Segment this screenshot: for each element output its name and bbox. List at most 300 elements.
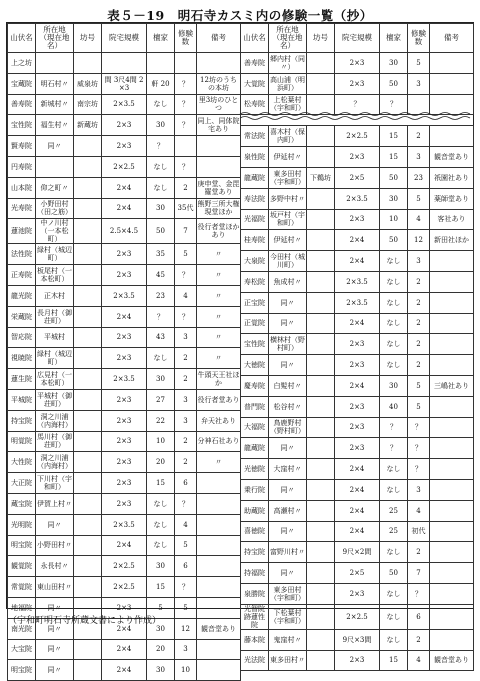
right-cell: 富野川村〃 [269, 542, 307, 563]
right-cell: 25 [380, 521, 408, 542]
right-cell: 2 [408, 355, 430, 376]
right-table-row [241, 417, 474, 438]
right-table-row [241, 230, 474, 251]
right-cell: 4 [408, 650, 430, 671]
right-cell [307, 355, 335, 376]
right-cell [307, 563, 335, 584]
right-cell: 30 [380, 53, 408, 74]
right-table-row [241, 459, 474, 480]
right-cell [307, 375, 335, 396]
right-cell [307, 650, 335, 671]
left-cell: 20 [147, 452, 175, 473]
right-cell [430, 417, 474, 438]
left-cell [74, 327, 102, 348]
right-cell: なし [380, 271, 408, 292]
right-cell [307, 417, 335, 438]
left-cell: 大性院 [8, 452, 36, 473]
left-cell: 2×3 [102, 597, 147, 618]
right-cell: 2×4 [335, 500, 380, 521]
right-header-cell: 坊号 [307, 24, 335, 53]
left-cell: ？ [175, 115, 197, 136]
right-table-row [241, 209, 474, 230]
left-cell: 2 [175, 431, 197, 452]
right-cell: なし [380, 583, 408, 604]
right-cell: 白髪村〃 [269, 375, 307, 396]
right-cell: なし [380, 459, 408, 480]
right-cell: 大徳院 [241, 355, 269, 376]
left-cell: 龍光院 [8, 285, 36, 306]
right-cell: 2×5 [335, 167, 380, 188]
table-left [7, 23, 241, 681]
left-cell: 役行者堂あり [197, 389, 241, 410]
right-cell: ？ [408, 459, 430, 480]
right-cell: 同〃 [269, 438, 307, 459]
left-table-row [8, 265, 241, 286]
left-cell: 2×3 [102, 265, 147, 286]
left-cell: 同〃 [36, 514, 74, 535]
left-cell: 長月村（御荘町） [36, 306, 74, 327]
left-cell: 2×3.5 [102, 94, 147, 115]
left-cell: 3 [175, 639, 197, 660]
left-table-row [8, 94, 241, 115]
right-cell: なし [380, 542, 408, 563]
left-cell [175, 136, 197, 157]
right-cell: ？ [408, 438, 430, 459]
left-cell: 2×3 [102, 348, 147, 369]
right-cell: 観音堂あり [430, 650, 474, 671]
left-cell: 2×3 [102, 389, 147, 410]
right-cell: 助蔵院 [241, 500, 269, 521]
right-cell: なし [380, 334, 408, 355]
right-cell [430, 73, 474, 94]
left-cell: 明宝院 [8, 535, 36, 556]
right-cell: 9尺×2間 [335, 542, 380, 563]
left-cell: 2×3 [102, 244, 147, 265]
right-cell: 2×4 [335, 251, 380, 272]
right-cell: 50 [380, 73, 408, 94]
left-cell: 宝性院 [8, 115, 36, 136]
right-cell: 3 [408, 251, 430, 272]
left-cell [74, 410, 102, 431]
left-cell: 23 [147, 285, 175, 306]
left-table-row [8, 285, 241, 306]
right-cell [307, 334, 335, 355]
right-cell: 2×3 [335, 417, 380, 438]
left-cell: ？ [175, 493, 197, 514]
right-cell [307, 73, 335, 94]
right-cell: 2×4 [335, 230, 380, 251]
right-cell: 2×3 [335, 147, 380, 168]
left-table-row [8, 177, 241, 198]
right-cell: 光智院跡蓮性院 [241, 604, 269, 629]
left-cell: ？ [147, 136, 175, 157]
left-cell: 15 [147, 577, 175, 598]
right-cell: 初代 [408, 521, 430, 542]
right-cell: 同〃 [269, 355, 307, 376]
left-cell: 2×3.5 [102, 369, 147, 390]
right-cell: 善寿院 [241, 53, 269, 74]
right-table-row [241, 396, 474, 417]
left-cell: 〃 [197, 452, 241, 473]
left-header-cell: 所在地（現在地名） [36, 24, 74, 53]
right-cell [307, 479, 335, 500]
left-cell: なし [147, 156, 175, 177]
left-cell [197, 535, 241, 556]
left-cell [197, 556, 241, 577]
right-cell [307, 396, 335, 417]
left-cell: 〃 [197, 285, 241, 306]
right-cell: 2×3 [335, 583, 380, 604]
right-table-row [241, 147, 474, 168]
right-cell: 2×2.5 [335, 126, 380, 147]
right-cell [307, 521, 335, 542]
left-cell [74, 198, 102, 219]
right-table-row [241, 73, 474, 94]
left-cell [197, 597, 241, 618]
left-cell [74, 156, 102, 177]
right-cell: 光福院 [241, 209, 269, 230]
left-cell: 27 [147, 389, 175, 410]
left-cell [74, 177, 102, 198]
right-cell [430, 563, 474, 584]
right-cell [307, 230, 335, 251]
left-cell: 大宝院 [8, 639, 36, 660]
right-cell [307, 459, 335, 480]
left-cell: 板尾村（一本松町） [36, 265, 74, 286]
left-cell: 2×3 [102, 493, 147, 514]
left-cell: 2×4 [102, 306, 147, 327]
left-cell: 〃 [197, 306, 241, 327]
left-cell: ？ [175, 156, 197, 177]
right-cell [307, 500, 335, 521]
left-cell: 新蔵坊 [74, 115, 102, 136]
left-cell: 15 [147, 473, 175, 494]
right-cell: 15 [380, 147, 408, 168]
right-cell: 喜木村（保内町） [269, 126, 307, 147]
left-cell: 栄蔵院 [8, 306, 36, 327]
left-header-cell: 檀家 [147, 24, 175, 53]
right-cell: 正覚院 [241, 313, 269, 334]
left-cell: 観音堂あり [197, 618, 241, 639]
right-cell: 2×3 [335, 73, 380, 94]
right-cell: 同〃 [269, 563, 307, 584]
right-cell: 2×3 [335, 650, 380, 671]
left-cell [197, 136, 241, 157]
left-cell: 威泉坊 [74, 73, 102, 94]
left-cell: 南光院 [8, 618, 36, 639]
right-cell: 光徳院 [241, 459, 269, 480]
right-cell [430, 251, 474, 272]
left-cell: 光明院 [8, 514, 36, 535]
left-cell: 下川村（宇和町） [36, 473, 74, 494]
left-cell: 35代 [175, 198, 197, 219]
right-cell: 同〃 [269, 292, 307, 313]
left-cell: 2 [175, 348, 197, 369]
left-table-row [8, 198, 241, 219]
right-cell: 5 [408, 188, 430, 209]
right-cell: 2 [408, 334, 430, 355]
right-table-row [241, 188, 474, 209]
right-cell: 乗行院 [241, 479, 269, 500]
left-cell: 同〃 [36, 639, 74, 660]
left-table-row [8, 514, 241, 535]
left-cell [74, 53, 102, 74]
right-cell: なし [380, 292, 408, 313]
right-cell [307, 292, 335, 313]
left-header-cell: 坊号 [74, 24, 102, 53]
left-cell: 4 [175, 285, 197, 306]
left-cell [74, 660, 102, 681]
left-table-row [8, 660, 241, 681]
left-cell: 明宝院 [8, 660, 36, 681]
right-cell: 伊延村〃 [269, 230, 307, 251]
left-cell: ？ [175, 265, 197, 286]
left-table-row [8, 389, 241, 410]
right-cell: 10 [380, 209, 408, 230]
left-cell: 2×2.5 [102, 577, 147, 598]
left-cell: 30 [147, 115, 175, 136]
right-cell: 高山浦（明浜町） [269, 73, 307, 94]
left-table-row [8, 577, 241, 598]
left-cell: 持宝院 [8, 410, 36, 431]
right-cell: 2×4 [335, 313, 380, 334]
left-cell [74, 369, 102, 390]
right-cell: 2×5 [335, 563, 380, 584]
right-cell [430, 313, 474, 334]
left-cell: 福生村〃 [36, 115, 74, 136]
left-cell [74, 389, 102, 410]
left-cell: なし [147, 177, 175, 198]
right-cell: 5 [408, 396, 430, 417]
right-cell: 2×4 [335, 459, 380, 480]
left-cell: 正木村 [36, 285, 74, 306]
right-table-row [241, 542, 474, 563]
right-cell: 2×3.5 [335, 292, 380, 313]
right-cell [430, 292, 474, 313]
right-table-row [241, 251, 474, 272]
left-cell: 12 [175, 618, 197, 639]
right-cell: 三嶋社あり [430, 375, 474, 396]
right-cell: 下松葉村（宇和町） [269, 604, 307, 629]
right-cell: 同〃 [269, 521, 307, 542]
left-cell: 南宗坊 [74, 94, 102, 115]
right-table-row [241, 629, 474, 650]
left-header-cell: 修験数 [175, 24, 197, 53]
left-cell: 洞之川浦（内海村） [36, 410, 74, 431]
left-cell: 視暁院 [8, 348, 36, 369]
left-cell: ？ [175, 577, 197, 598]
left-header-cell: 院宅規模 [102, 24, 147, 53]
left-cell: なし [147, 514, 175, 535]
right-cell: 大泉院 [241, 251, 269, 272]
left-cell [197, 156, 241, 177]
right-table-row [241, 271, 474, 292]
left-cell: 2×4 [102, 535, 147, 556]
right-cell: 2 [408, 271, 430, 292]
right-table-row [241, 521, 474, 542]
left-cell [197, 577, 241, 598]
left-cell: 牛頭天王社ほか [197, 369, 241, 390]
right-cell [430, 126, 474, 147]
left-table-row [8, 244, 241, 265]
right-cell [307, 438, 335, 459]
left-cell: 〃 [197, 244, 241, 265]
right-table-row [241, 313, 474, 334]
right-cell: 大覚院 [241, 73, 269, 94]
left-cell: 3 [175, 410, 197, 431]
right-cell [430, 479, 474, 500]
left-cell: 蓮生院 [8, 369, 36, 390]
right-cell: ？ [408, 583, 430, 604]
right-cell: 伊延村〃 [269, 147, 307, 168]
left-cell: 熊野三所大権現堂ほか [197, 198, 241, 219]
right-cell: 観音堂あり [430, 147, 474, 168]
left-table-row [8, 535, 241, 556]
left-cell: 同〃 [36, 618, 74, 639]
left-cell: 2×4 [102, 198, 147, 219]
right-cell: 上松葉村（宇和町） [269, 94, 307, 115]
left-cell: 2×4 [102, 660, 147, 681]
left-table-row [8, 556, 241, 577]
right-cell: 9尺×3間 [335, 629, 380, 650]
left-cell: 2×3.5 [102, 514, 147, 535]
right-cell: 3 [408, 147, 430, 168]
left-cell: 2×3 [102, 115, 147, 136]
left-cell: 善寿院 [8, 94, 36, 115]
right-cell: 5 [408, 375, 430, 396]
left-cell [74, 348, 102, 369]
right-cell: 常法院 [241, 126, 269, 147]
right-table-row [241, 53, 474, 74]
left-cell: 役行者堂ほかあり [197, 219, 241, 244]
right-cell [307, 209, 335, 230]
right-cell: 30 [380, 375, 408, 396]
right-cell: 光法院 [241, 650, 269, 671]
right-cell [307, 147, 335, 168]
left-table-row [8, 136, 241, 157]
left-cell [74, 493, 102, 514]
left-cell: 30 [147, 618, 175, 639]
left-cell: 明覚院 [8, 431, 36, 452]
left-cell [197, 53, 241, 74]
left-table-row [8, 306, 241, 327]
left-cell: なし [147, 348, 175, 369]
left-cell [74, 514, 102, 535]
left-table-row [8, 327, 241, 348]
right-cell: 東多田村（宇和町） [269, 583, 307, 604]
right-cell: 高瀬村〃 [269, 500, 307, 521]
left-cell: 10 [175, 660, 197, 681]
left-cell: 2×3 [102, 136, 147, 157]
left-cell: 5 [175, 597, 197, 618]
right-cell: 泉勝院 [241, 583, 269, 604]
left-cell: 5 [175, 244, 197, 265]
right-cell: 25 [380, 500, 408, 521]
right-cell: 新田社ほか [430, 230, 474, 251]
left-cell: 大正院 [8, 473, 36, 494]
right-table-row [241, 500, 474, 521]
right-table-row [241, 334, 474, 355]
right-cell [307, 629, 335, 650]
left-cell: 同〃 [36, 660, 74, 681]
right-cell: 宝性院 [241, 334, 269, 355]
left-cell [74, 452, 102, 473]
left-cell: 5 [175, 535, 197, 556]
right-table-row [241, 375, 474, 396]
right-cell: 6 [408, 604, 430, 629]
right-table-row [241, 292, 474, 313]
left-cell: 永長村〃 [36, 556, 74, 577]
right-cell: ？ [335, 94, 380, 115]
right-table-row [241, 563, 474, 584]
right-cell [430, 438, 474, 459]
left-cell: 12坊のうちの本坊 [197, 73, 241, 94]
left-cell [74, 639, 102, 660]
left-cell: 中ノ川村（一本松町） [36, 219, 74, 244]
left-cell: 2×3 [102, 327, 147, 348]
right-cell [307, 53, 335, 74]
right-cell: 東多田村（宇和町） [269, 167, 307, 188]
right-cell: 坂戸村（宇和町） [269, 209, 307, 230]
right-cell: なし [380, 629, 408, 650]
left-cell [197, 493, 241, 514]
left-cell [74, 285, 102, 306]
left-table-row [8, 369, 241, 390]
left-cell: 2×3 [102, 431, 147, 452]
left-cell: 2×4 [102, 639, 147, 660]
left-cell: なし [147, 94, 175, 115]
left-table-row [8, 473, 241, 494]
right-cell: 23 [408, 167, 430, 188]
left-cell: 里3坊のひとつ [197, 94, 241, 115]
right-cell [430, 334, 474, 355]
right-cell: 2×4 [335, 375, 380, 396]
left-cell [74, 219, 102, 244]
left-cell: 明石村〃 [36, 73, 74, 94]
right-cell: 寿松院 [241, 271, 269, 292]
right-cell [430, 396, 474, 417]
right-cell [430, 459, 474, 480]
right-cell: 15 [380, 126, 408, 147]
right-cell: 2×3 [335, 438, 380, 459]
left-cell: 庚申堂、金毘羅堂あり [197, 177, 241, 198]
left-cell: 平城院 [8, 389, 36, 410]
left-cell [36, 156, 74, 177]
left-table-row [8, 348, 241, 369]
left-cell [175, 53, 197, 74]
left-header-cell: 備考 [197, 24, 241, 53]
right-cell: 東多田村〃 [269, 650, 307, 671]
right-header-cell: 所在地（現在地名） [269, 24, 307, 53]
right-cell: 持宝院 [241, 542, 269, 563]
right-cell: ？ [380, 94, 408, 115]
table-break-mark [240, 111, 473, 121]
left-cell: 20 [147, 639, 175, 660]
left-cell: 10 [147, 431, 175, 452]
right-cell: 30 [380, 188, 408, 209]
right-cell: なし [380, 313, 408, 334]
right-table-row [241, 604, 474, 629]
left-cell: 観覚院 [8, 556, 36, 577]
left-cell [74, 306, 102, 327]
left-cell [197, 514, 241, 535]
right-cell: 郷内村（同〃） [269, 53, 307, 74]
left-table-row [8, 73, 241, 94]
right-cell: ？ [380, 417, 408, 438]
right-cell [307, 126, 335, 147]
left-table-row [8, 156, 241, 177]
right-table-row [241, 355, 474, 376]
